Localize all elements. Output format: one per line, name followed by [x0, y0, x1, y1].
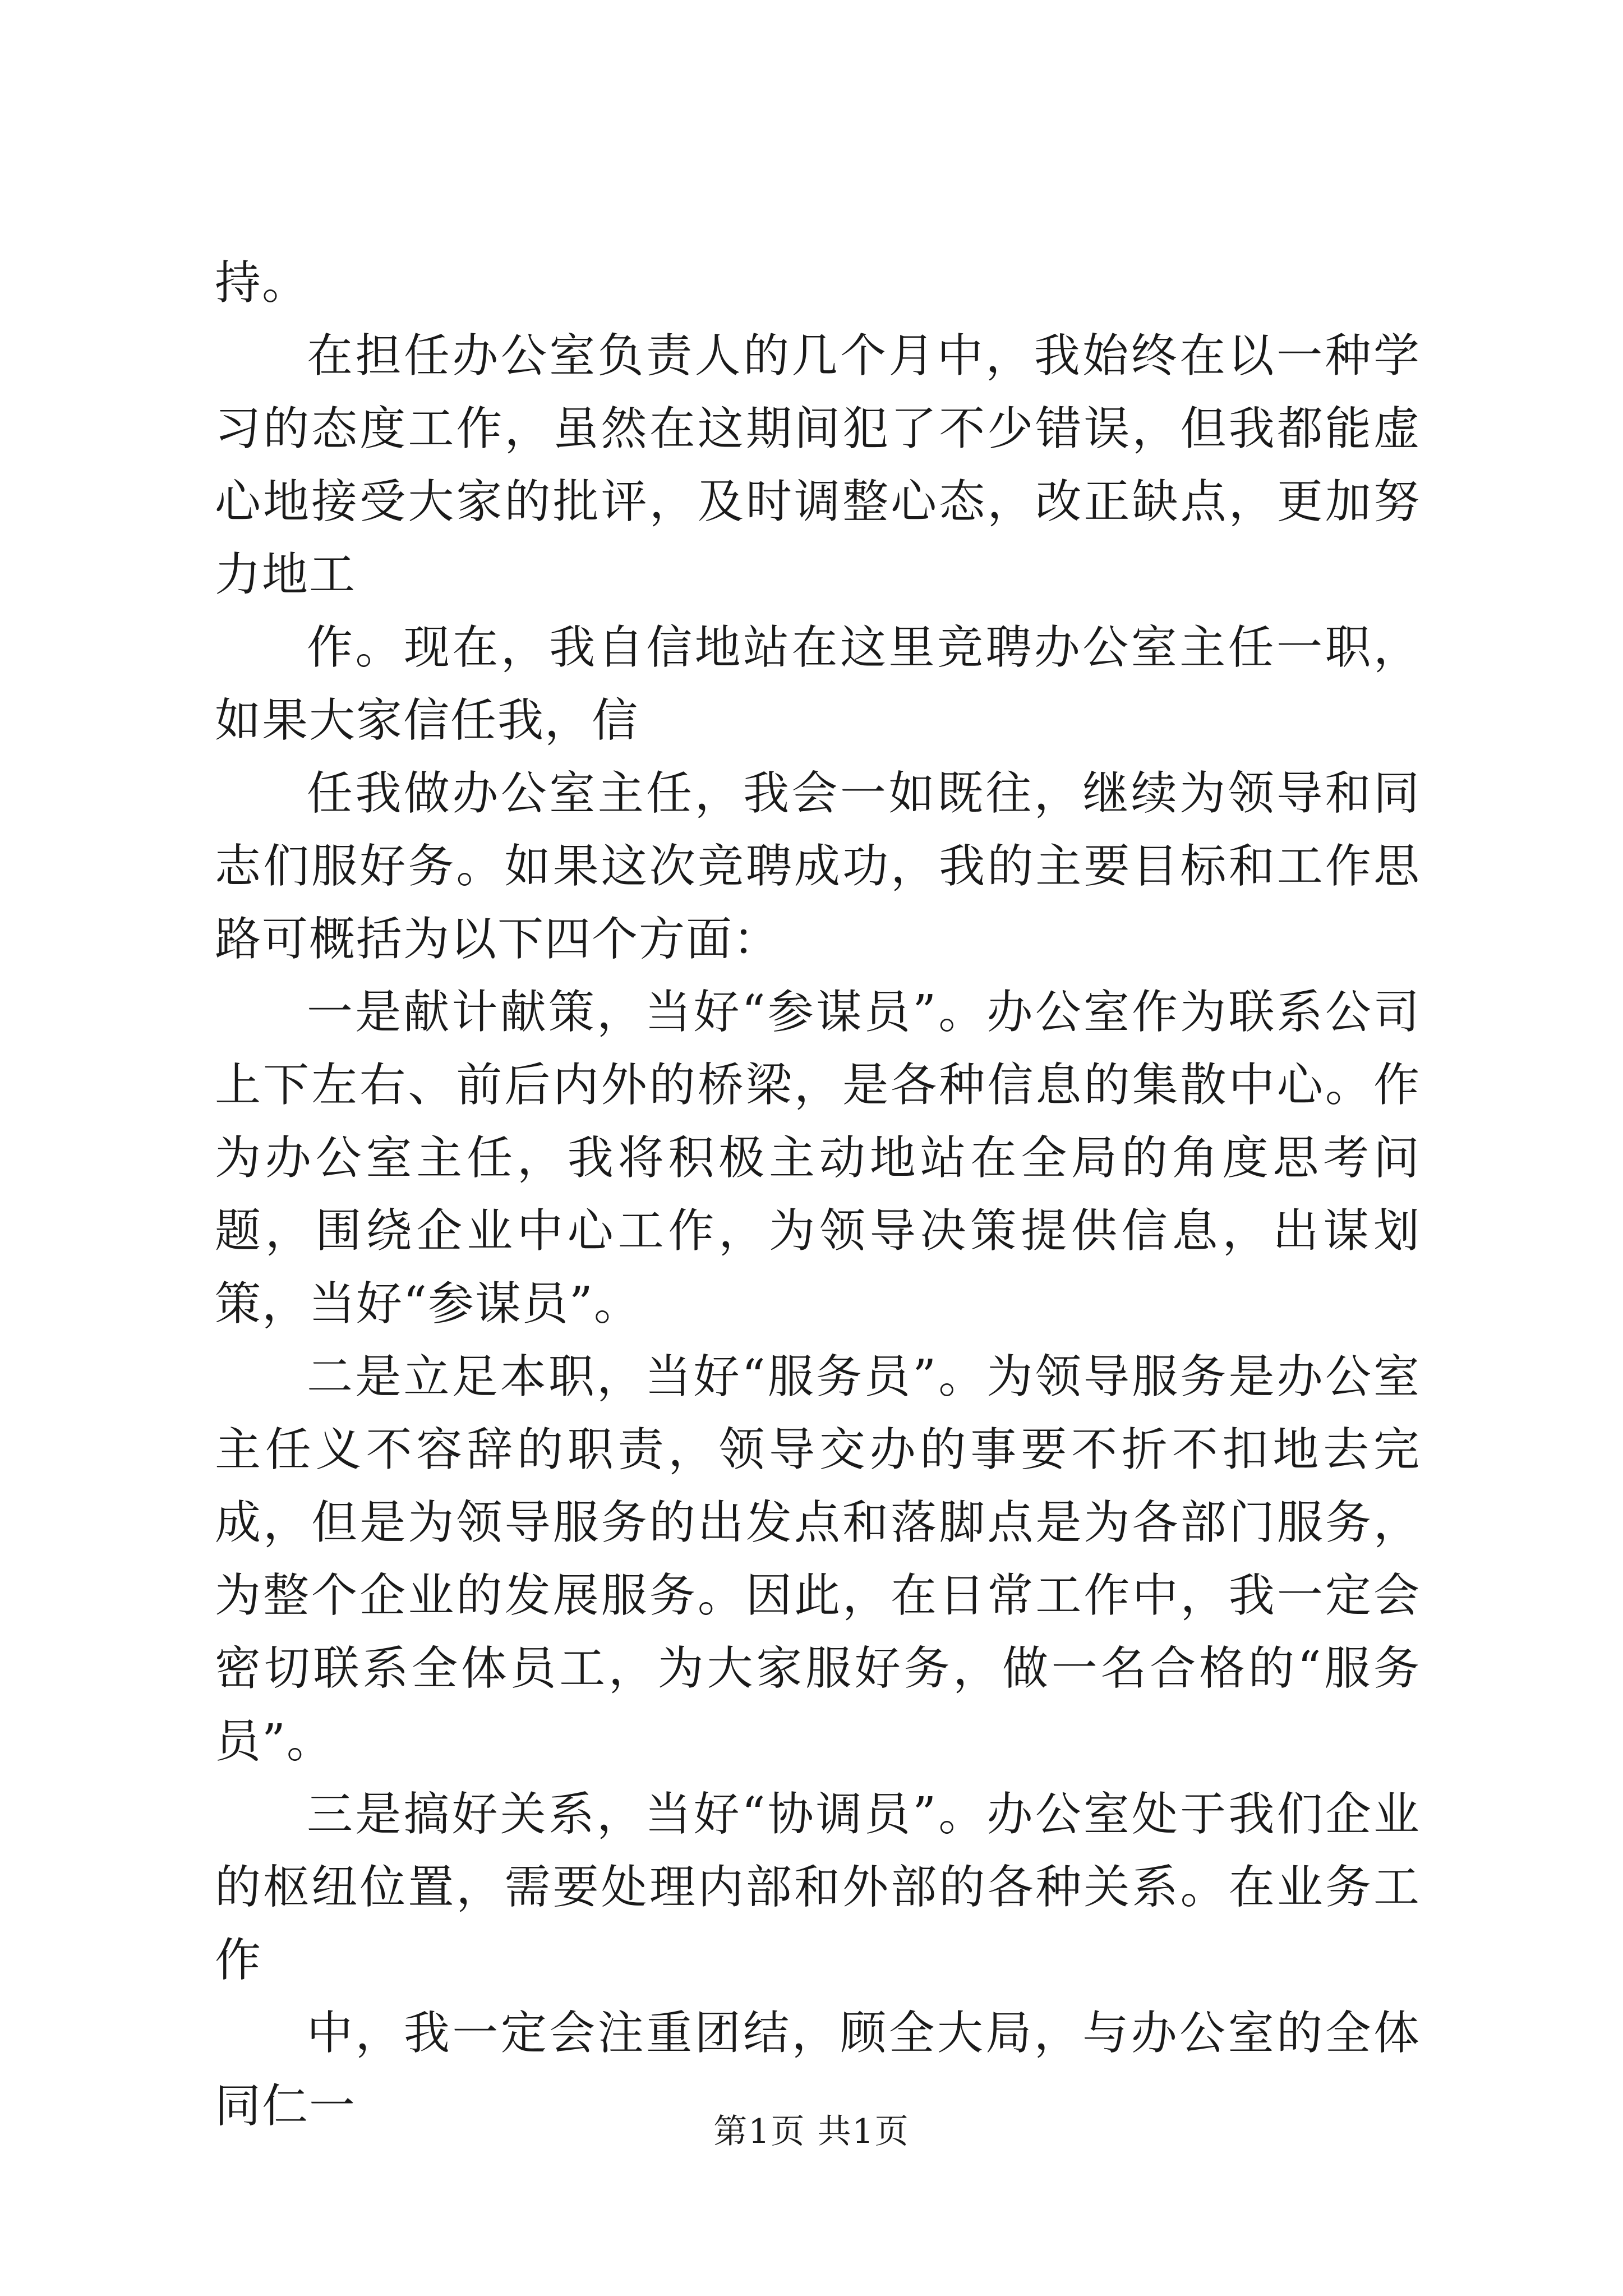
paragraph-4: 任我做办公室主任，我会一如既往，继续为领导和同志们服好务。如果这次竞聘成功，我的主要目标和工作思路可概括为以下四个方面：	[215, 767, 1421, 966]
paragraph-6: 二是立足本职，当好“服务员”。为领导服务是办公室主任义不容辞的职责，领导交办的事要不折不扣地去完成，但是为领导服务的出发点和落脚点是为各部门服务，为整个企业的发展服务。因此，在日常工作中，我一定会密切联系全体员工，为大家服好务，做一名合格的“服务员”。	[215, 1350, 1421, 1768]
paragraph-5: 一是献计献策，当好“参谋员”。办公室作为联系公司上下左右、前后内外的桥梁，是各种信息的集散中心。作为办公室主任，我将积极主动地站在全局的角度思考问题，围绕企业中心工作，为领导决策提供信息，出谋划策，当好“参谋员”。	[215, 986, 1421, 1331]
paragraph-2: 在担任办公室负责人的几个月中，我始终在以一种学习的态度工作，虽然在这期间犯了不少错误，但我都能虚心地接受大家的批评，及时调整心态，改正缺点，更加努力地工	[215, 329, 1421, 601]
paragraph-3: 作。现在，我自信地站在这里竞聘办公室主任一职，如果大家信任我，信	[215, 621, 1421, 747]
paragraph-1: 持。	[215, 256, 310, 310]
document-body	[215, 247, 1421, 2143]
page-footer: 第1页 共1页	[713, 2112, 910, 2151]
paragraph-8: 中，我一定会注重团结，顾全大局，与办公室的全体同仁一	[215, 2007, 1421, 2133]
paragraph-7: 三是搞好关系，当好“协调员”。办公室处于我们企业的枢纽位置，需要处理内部和外部的各种关系。在业务工作	[215, 1788, 1421, 1987]
